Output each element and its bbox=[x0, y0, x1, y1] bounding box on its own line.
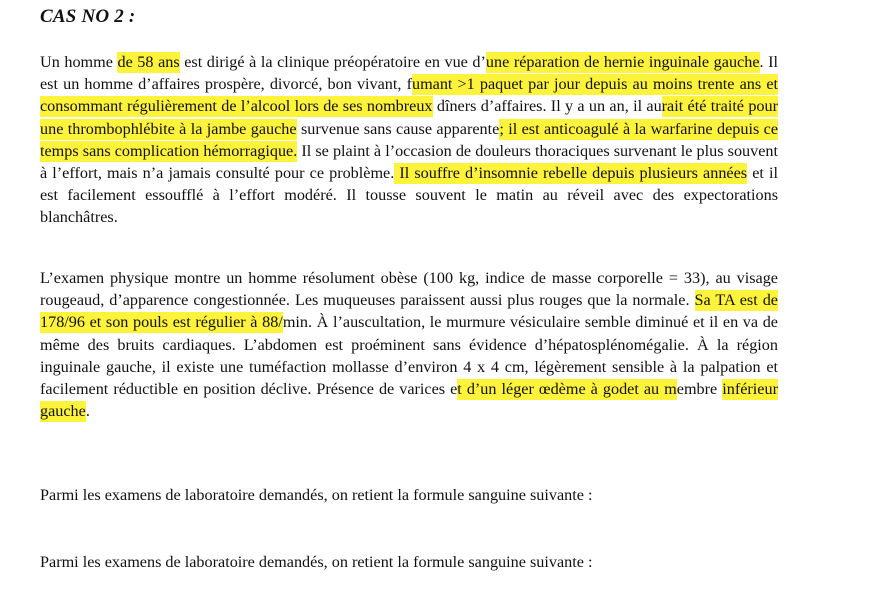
text-segment: min. À l’auscultation, le murmure vésiculaire semble diminué et il en va de même des bruits cardiaques. L’abdomen est proéminent sans évidence d’hépatosplénomégalie. À la région inguinale gauche, il existe une tuméfaction mollasse d’environ 4 x 4 cm, légèrement sensible à la palpation et facilement réductible en position déclive. Présence de varices e bbox=[40, 313, 778, 399]
text-segment: L’examen physique montre un homme résolument obèse (100 kg, indice de masse corporelle = 33), au visage rougeaud, d’apparence congestionnée. Les muqueuses paraissent aussi plus rouges que la normale. bbox=[40, 269, 778, 310]
highlighted-text: de 58 ans bbox=[117, 53, 180, 71]
lab-intro-paragraph-repeat: Parmi les examens de laboratoire demandés, on retient la formule sanguine suivante : bbox=[40, 553, 593, 571]
highlighted-text: rait été traité pour une thrombophlébite à la jambe gauche bbox=[40, 97, 778, 138]
highlighted-text: ; il est anticoagulé à la warfarine depuis ce temps sans complication hémorragique. bbox=[40, 119, 779, 160]
highlighted-text: t d’un léger œdème à godet au m bbox=[457, 380, 677, 399]
highlighted-text: umant >1 paquet par jour depuis au moins trente ans et consommant régulièrement de l’alcool lors de ses nombreux bbox=[40, 75, 778, 116]
text-segment: survenue sans cause apparente bbox=[296, 119, 500, 138]
text-segment: . Il est un homme d’affaires prospère, divorcé, bon vivant, f bbox=[40, 53, 779, 94]
text-segment: et il est facilement essoufflé à l’effort modéré. Il tousse souvent le matin au réveil avec des expectorations blanchâtres. bbox=[40, 164, 778, 227]
text-segment: est dirigé à la clinique préopératoire en vue d’ bbox=[179, 53, 486, 71]
text-segment: Il se plaint à l’occasion de douleurs thoraciques survenant le plus souvent à l’effort, mais n’a jamais consulté pour ce problème. bbox=[40, 141, 778, 183]
text-segment: embre bbox=[676, 380, 723, 399]
text-segment: dîners d’affaires. Il y a un an, il au bbox=[432, 97, 662, 116]
physical-exam-paragraph bbox=[40, 267, 778, 422]
highlighted-text: une réparation de hernie inguinale gauche bbox=[485, 53, 760, 71]
text-segment: Un homme bbox=[40, 53, 118, 71]
case-history-paragraph bbox=[40, 51, 778, 229]
highlighted-text: inférieur gauche bbox=[40, 380, 778, 421]
text-segment: . bbox=[85, 402, 90, 421]
case-title: CAS NO 2 : bbox=[40, 6, 136, 27]
highlighted-text: Il souffre d’insomnie rebelle depuis plusieurs années bbox=[394, 164, 748, 183]
highlighted-text: Sa TA est de 178/96 et son pouls est régulier à 88/ bbox=[40, 291, 778, 332]
lab-intro-paragraph: Parmi les examens de laboratoire demandés, on retient la formule sanguine suivante : bbox=[40, 486, 593, 504]
